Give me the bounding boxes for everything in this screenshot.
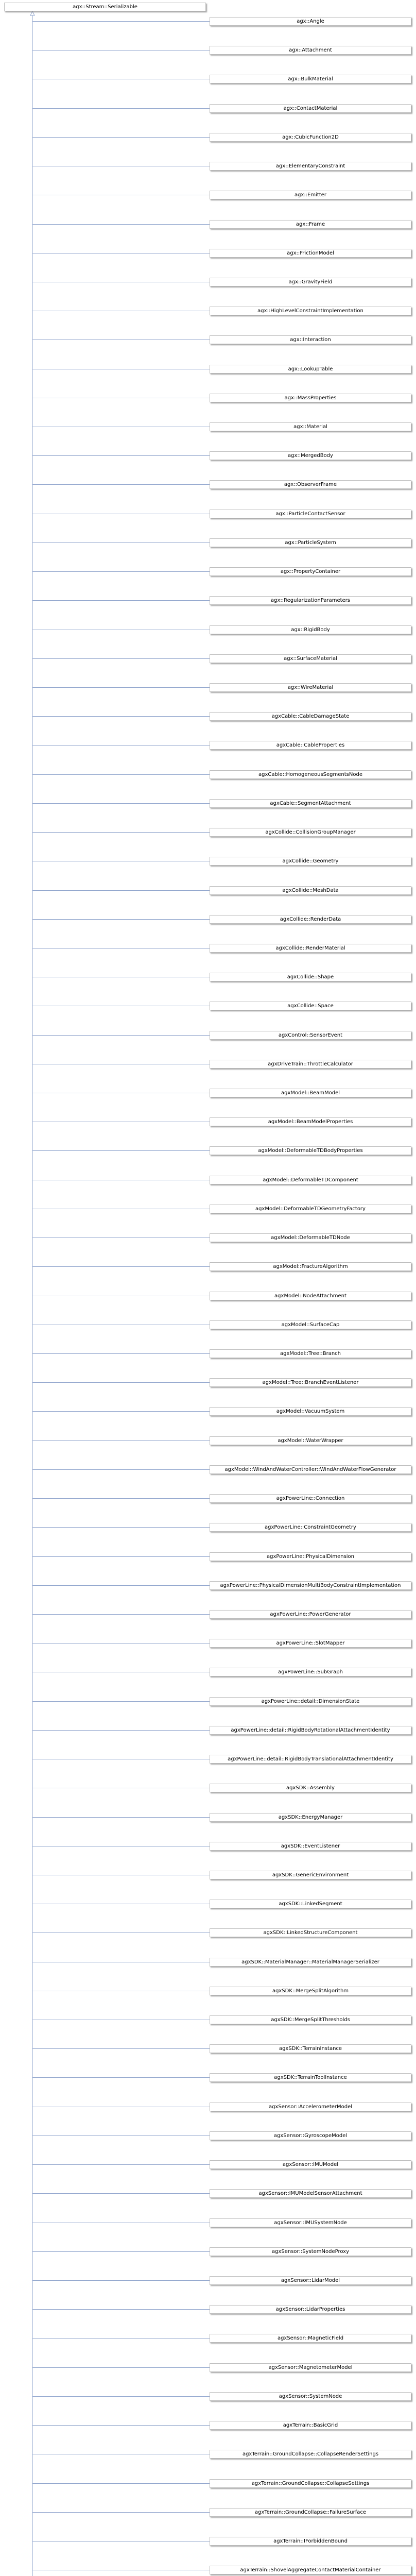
child-node[interactable]: agxPowerLine::detail::RigidBodyRotationalAttachmentIdentity [210, 1726, 411, 1735]
child-node[interactable]: agxTerrain::GroundCollapse::CollapseRenderSettings [210, 2450, 411, 2459]
child-node[interactable]: agxSensor::LidarModel [210, 2276, 411, 2285]
child-node[interactable]: agx::CubicFunction2D [210, 133, 411, 142]
diagram-root-node[interactable]: agx::Stream::Serializable [4, 3, 206, 11]
child-node[interactable]: agx::Emitter [210, 191, 411, 199]
child-node[interactable]: agx::LookupTable [210, 365, 411, 374]
child-node[interactable]: agxDriveTrain::ThrottleCalculator [210, 1060, 411, 1069]
child-node[interactable]: agxTerrain::ShovelAggregateContactMaterialContainer [210, 2566, 411, 2574]
child-node[interactable]: agxModel::DeformableTDGeometryFactory [210, 1205, 411, 1213]
child-node[interactable]: agx::Frame [210, 220, 411, 229]
child-node[interactable]: agx::MassProperties [210, 394, 411, 402]
child-node[interactable]: agxModel::DeformableTDNode [210, 1233, 411, 1242]
child-node[interactable]: agxSensor::SystemNodeProxy [210, 2247, 411, 2256]
child-node[interactable]: agx::ParticleSystem [210, 538, 411, 547]
child-node[interactable]: agxSensor::IMUModel [210, 2160, 411, 2169]
child-node[interactable]: agxTerrain::IForbiddenBound [210, 2537, 411, 2546]
child-node[interactable]: agx::HighLevelConstraintImplementation [210, 307, 411, 315]
child-node[interactable]: agxCollide::Space [210, 1002, 411, 1010]
child-node[interactable]: agxSensor::GyroscopeModel [210, 2131, 411, 2140]
child-node[interactable]: agxCollide::CollisionGroupManager [210, 828, 411, 837]
child-node[interactable]: agxCollide::MeshData [210, 886, 411, 895]
child-node[interactable]: agxTerrain::GroundCollapse::FailureSurface [210, 2508, 411, 2517]
child-node[interactable]: agx::RegularizationParameters [210, 596, 411, 605]
child-node[interactable]: agxSensor::SystemNode [210, 2392, 411, 2401]
child-node[interactable]: agx::BulkMaterial [210, 75, 411, 83]
child-node[interactable]: agxCable::CableProperties [210, 741, 411, 750]
child-node[interactable]: agxModel::DeformableTDBodyProperties [210, 1146, 411, 1155]
child-node[interactable]: agxPowerLine::detail::DimensionState [210, 1697, 411, 1706]
child-node[interactable]: agxPowerLine::detail::RigidBodyTranslationalAttachmentIdentity [210, 1755, 411, 1764]
child-node[interactable]: agxCable::HomogeneousSegmentsNode [210, 770, 411, 779]
child-node[interactable]: agxControl::SensorEvent [210, 1031, 411, 1040]
child-node[interactable]: agxModel::WaterWrapper [210, 1436, 411, 1445]
child-node[interactable]: agxSDK::TerrainToolInstance [210, 2073, 411, 2082]
child-node[interactable]: agxTerrain::GroundCollapse::CollapseSettings [210, 2479, 411, 2488]
child-node[interactable]: agx::PropertyContainer [210, 567, 411, 576]
child-node[interactable]: agx::ParticleContactSensor [210, 510, 411, 518]
child-node[interactable]: agx::ElementaryConstraint [210, 162, 411, 171]
child-node[interactable]: agxSDK::LinkedSegment [210, 1900, 411, 1908]
child-node[interactable]: agxPowerLine::Connection [210, 1494, 411, 1503]
child-node[interactable]: agxSensor::MagneticField [210, 2334, 411, 2343]
child-node[interactable]: agxModel::BeamModel [210, 1089, 411, 1097]
child-node[interactable]: agx::WireMaterial [210, 683, 411, 692]
child-node[interactable]: agxCable::CableDamageState [210, 712, 411, 721]
child-node[interactable]: agxModel::FractureAlgorithm [210, 1262, 411, 1271]
child-node[interactable]: agxModel::Tree::BranchEventListener [210, 1378, 411, 1387]
child-node[interactable]: agxTerrain::BasicGrid [210, 2421, 411, 2430]
child-node[interactable]: agxSDK::LinkedStructureComponent [210, 1928, 411, 1937]
child-node[interactable]: agxSensor::IMUModelSensorAttachment [210, 2189, 411, 2198]
child-node[interactable]: agxCable::SegmentAttachment [210, 799, 411, 808]
child-node[interactable]: agxCollide::RenderMaterial [210, 944, 411, 953]
child-node[interactable]: agxPowerLine::SlotMapper [210, 1639, 411, 1648]
child-node[interactable]: agxSDK::TerrainInstance [210, 2044, 411, 2053]
child-node[interactable]: agxPowerLine::SubGraph [210, 1668, 411, 1676]
child-node[interactable]: agxPowerLine::ConstraintGeometry [210, 1523, 411, 1532]
child-node[interactable]: agx::GravityField [210, 278, 411, 286]
child-node[interactable]: agxSDK::EnergyManager [210, 1813, 411, 1822]
child-node[interactable]: agxSensor::LidarProperties [210, 2305, 411, 2314]
child-node[interactable]: agxModel::Tree::Branch [210, 1349, 411, 1358]
child-node[interactable]: agxModel::SurfaceCap [210, 1320, 411, 1329]
child-node[interactable]: agxSDK::MaterialManager::MaterialManagerSerializer [210, 1958, 411, 1967]
child-node[interactable]: agxPowerLine::PhysicalDimension [210, 1552, 411, 1561]
child-node[interactable]: agx::MergedBody [210, 451, 411, 460]
child-node[interactable]: agx::ContactMaterial [210, 104, 411, 113]
child-node[interactable]: agxModel::NodeAttachment [210, 1292, 411, 1300]
child-node[interactable]: agxSensor::IMUSystemNode [210, 2218, 411, 2227]
child-node[interactable]: agx::Material [210, 422, 411, 431]
child-node[interactable]: agxPowerLine::PhysicalDimensionMultiBodyConstraintImplementation [210, 1581, 411, 1590]
child-node[interactable]: agxSDK::MergeSplitAlgorithm [210, 1987, 411, 1995]
child-node[interactable]: agxCollide::RenderData [210, 915, 411, 924]
child-node[interactable]: agx::SurfaceMaterial [210, 654, 411, 663]
child-node[interactable]: agx::Attachment [210, 46, 411, 55]
child-node[interactable]: agxPowerLine::PowerGenerator [210, 1610, 411, 1619]
child-node[interactable]: agxModel::DeformableTDComponent [210, 1176, 411, 1184]
child-node[interactable]: agx::ObserverFrame [210, 480, 411, 489]
child-node[interactable]: agxModel::BeamModelProperties [210, 1117, 411, 1126]
child-node[interactable]: agxSDK::EventListener [210, 1842, 411, 1851]
inheritance-arrowhead [30, 11, 34, 15]
child-node[interactable]: agx::Angle [210, 17, 411, 26]
child-node[interactable]: agxModel::VacuumSystem [210, 1407, 411, 1416]
child-node[interactable]: agxSensor::MagnetometerModel [210, 2363, 411, 2372]
child-node[interactable]: agxCollide::Shape [210, 973, 411, 981]
child-node[interactable]: agxCollide::Geometry [210, 857, 411, 866]
child-node[interactable]: agxSDK::GenericEnvironment [210, 1871, 411, 1879]
child-node[interactable]: agx::Interaction [210, 335, 411, 344]
child-node[interactable]: agx::RigidBody [210, 625, 411, 634]
child-node[interactable]: agx::FrictionModel [210, 249, 411, 258]
child-node[interactable]: agxModel::WindAndWaterController::WindAndWaterFlowGenerator [210, 1465, 411, 1474]
child-node[interactable]: agxSensor::AccelerometerModel [210, 2103, 411, 2111]
child-node[interactable]: agxSDK::Assembly [210, 1784, 411, 1792]
child-node[interactable]: agxSDK::MergeSplitThresholds [210, 2015, 411, 2024]
